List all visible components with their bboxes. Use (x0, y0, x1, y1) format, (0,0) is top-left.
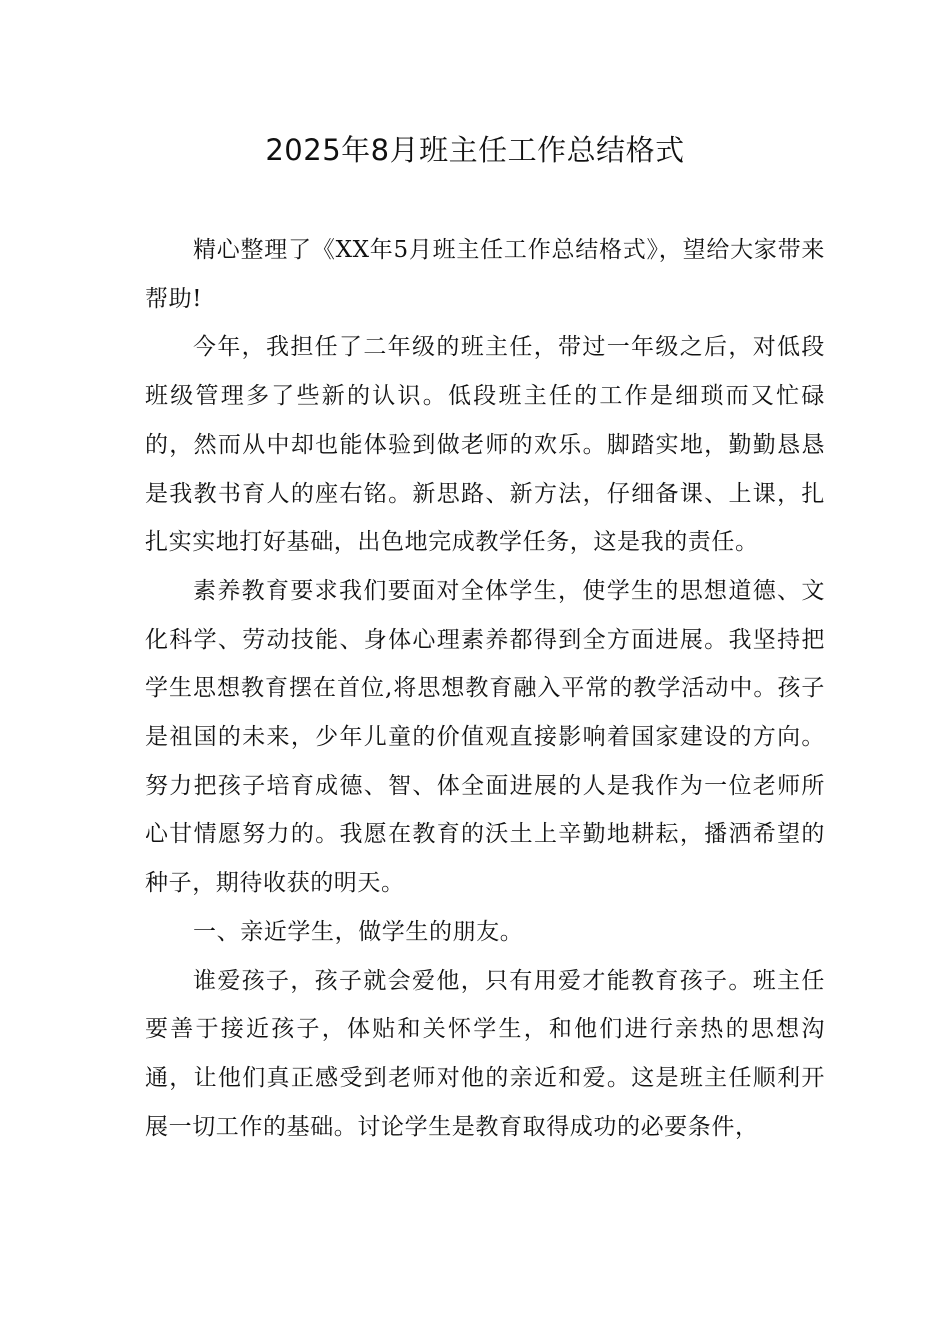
document-title: 2025年8月班主任工作总结格式 (265, 133, 685, 167)
paragraph-quality-education: 素养教育要求我们要面对全体学生，使学生的思想道德、文化科学、劳动技能、身体心理素养都得到全方面进展。我坚持把学生思想教育摆在首位,将思想教育融入平常的教学活动中。孩子是祖国的未来，少年儿童的价值观直接影响着国家建设的方向。努力把孩子培育成德、智、体全面进展的人是我作为一位老师所心甘情愿努力的。我愿在教育的沃土上辛勤地耕耘，播洒希望的种子，期待收获的明天。 (145, 577, 825, 897)
paragraph-love-students: 谁爱孩子，孩子就会爱他，只有用爱才能教育孩子。班主任要善于接近孩子，体贴和关怀学生，和他们进行亲热的思想沟通，让他们真正感受到老师对他的亲近和爱。这是班主任顺利开展一切工作的基础。讨论学生是教育取得成功的必要条件， (145, 967, 825, 1140)
document-body (145, 226, 825, 1151)
section-heading-1: 一、亲近学生，做学生的朋友。 (193, 918, 524, 945)
paragraph-role: 今年，我担任了二年级的班主任，带过一年级之后，对低段班级管理多了些新的认识。低段班主任的工作是细琐而又忙碌的，然而从中却也能体验到做老师的欢乐。脚踏实地，勤勤恳恳是我教书育人的座右铭。新思路、新方法，仔细备课、上课，扎扎实实地打好基础，出色地完成教学任务，这是我的责任。 (145, 334, 825, 556)
paragraph-intro: 精心整理了《XX年5月班主任工作总结格式》，望给大家带来帮助! (145, 237, 825, 312)
